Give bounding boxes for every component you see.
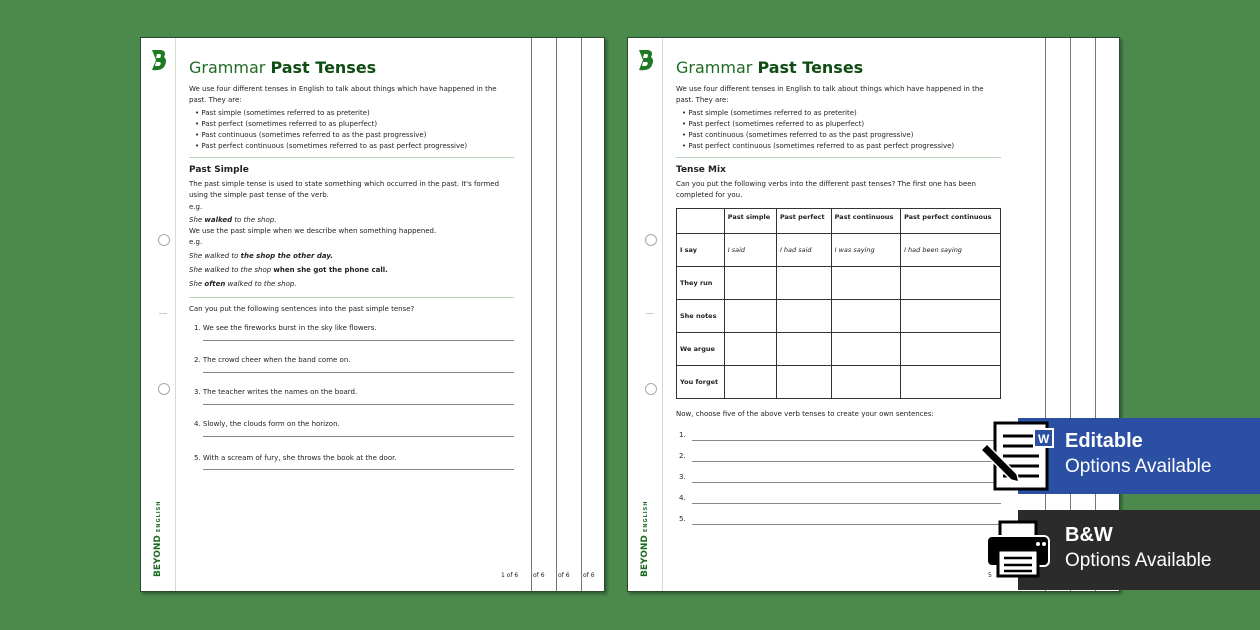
example: She walked to the shop when she got the phone call. xyxy=(189,265,388,274)
exercise-item: 4. Slowly, the clouds form on the horizon. xyxy=(194,419,340,428)
front-page: BEYONDENGLISH Grammar Past Tenses We use four different tenses in English to talk about things which have happened in the past. They are: • Past simple (sometimes referred to as preterite) • Past perfect (sometimes referred to as pluperfect) • Past continuous (sometimes referred to as the past progressive) • Past perfect continuous (sometimes referred to as past perfect progressive) Tense Mix Can you put the following verbs into the different past tenses? The first one has been completed for you. Past simple Past perfect Past continuous Past perfect continuous I say I said I had said I was saying I had been saying They run She notes We argue You forget Now, choose five of the above verb tenses to create your own sentences: 1. 2. 3. 4. 5. 5 xyxy=(628,38,1021,591)
page-number: of 6 xyxy=(583,572,595,579)
worksheet-preview-1 xyxy=(140,37,605,592)
front-page xyxy=(141,38,531,591)
exercise-item: 1. We see the fireworks burst in the sky like flowers. xyxy=(194,324,377,333)
editable-options-badge[interactable]: Editable Options Available xyxy=(1018,418,1260,494)
exercise-item: 3. The teacher writes the names on the board. xyxy=(194,387,358,396)
table-row: She notes xyxy=(677,300,1001,333)
brand-mark: BEYONDENGLISH xyxy=(640,500,650,577)
page-title: Grammar Past Tenses xyxy=(676,58,864,77)
intro-text: We use four different tenses in English to talk about things which have happened in the past. They are: xyxy=(676,84,984,104)
page-number: of 6 xyxy=(533,572,545,579)
paragraph: We use the past simple when we describe when something happened. xyxy=(189,227,437,236)
example: She walked to the shop. xyxy=(189,216,277,225)
intro-text: We use four different tenses in English to talk about things which have happened in the past. They are: xyxy=(189,84,497,104)
list-item: • Past simple (sometimes referred to as preterite) xyxy=(682,108,1001,119)
tense-list xyxy=(195,108,514,151)
list-item: • Past perfect continuous (sometimes referred to as past perfect progressive) xyxy=(195,141,514,152)
page-number: of 6 xyxy=(558,572,570,579)
list-item: • Past perfect continuous (sometimes referred to as past perfect progressive) xyxy=(682,141,1001,152)
example: She often walked to the shop. xyxy=(189,279,297,288)
list-item: • Past simple (sometimes referred to as preterite) xyxy=(195,108,514,119)
example: She walked to the shop the other day. xyxy=(189,251,333,260)
back-page xyxy=(581,38,604,591)
punch-hole xyxy=(645,383,657,395)
list-item: • Past perfect (sometimes referred to as pluperfect) xyxy=(682,119,1001,130)
eg-label: e.g. xyxy=(189,203,203,212)
beyond-logo-icon xyxy=(149,48,169,72)
table-row: We argue xyxy=(677,333,1001,366)
punch-hole xyxy=(158,234,170,246)
exercise-item: 2. The crowd cheer when the band come on. xyxy=(194,356,351,365)
table-row: I say I said I had said I was saying I had been saying xyxy=(677,234,1001,267)
paragraph: Can you put the following verbs into the different past tenses? The first one has been completed for you. xyxy=(676,179,976,199)
beyond-logo-icon xyxy=(636,48,656,72)
punch-hole xyxy=(645,234,657,246)
paragraph: The past simple tense is used to state something which occurred in the past. It's formed using the simple past tense of the verb. xyxy=(189,179,500,199)
list-item: • Past continuous (sometimes referred to as the past progressive) xyxy=(682,130,1001,141)
page-number: 5 xyxy=(988,572,992,579)
punch-hole xyxy=(158,383,170,395)
list-item: • Past perfect (sometimes referred to as pluperfect) xyxy=(195,119,514,130)
table-row: They run xyxy=(677,267,1001,300)
eg-label: e.g. xyxy=(189,238,203,247)
tense-table: Past simple Past perfect Past continuous Past perfect continuous I say I said I had said I was saying I had been saying They run She notes We argue You forget xyxy=(676,208,1001,399)
printer-icon xyxy=(984,520,1052,580)
document-edit-icon xyxy=(977,420,1057,492)
back-page xyxy=(556,38,579,591)
brand-mark: BEYONDENGLISH xyxy=(153,500,163,577)
list-item: • Past continuous (sometimes referred to as the past progressive) xyxy=(195,130,514,141)
page-number: 1 of 6 xyxy=(501,572,519,579)
bw-options-badge[interactable]: B&W Options Available xyxy=(1018,510,1260,590)
question: Can you put the following sentences into the past simple tense? xyxy=(189,305,415,314)
svg-text:W: W xyxy=(1038,432,1050,446)
table-row: You forget xyxy=(677,366,1001,399)
prompt: Now, choose five of the above verb tenses to create your own sentences: xyxy=(676,410,934,419)
page-title: Grammar Past Tenses xyxy=(189,58,377,77)
section-heading: Tense Mix xyxy=(676,164,726,175)
section-heading: Past Simple xyxy=(189,164,249,175)
back-page xyxy=(531,38,554,591)
worksheet-preview-2 xyxy=(627,37,1120,592)
exercise-item: 5. With a scream of fury, she throws the book at the door. xyxy=(194,453,397,462)
